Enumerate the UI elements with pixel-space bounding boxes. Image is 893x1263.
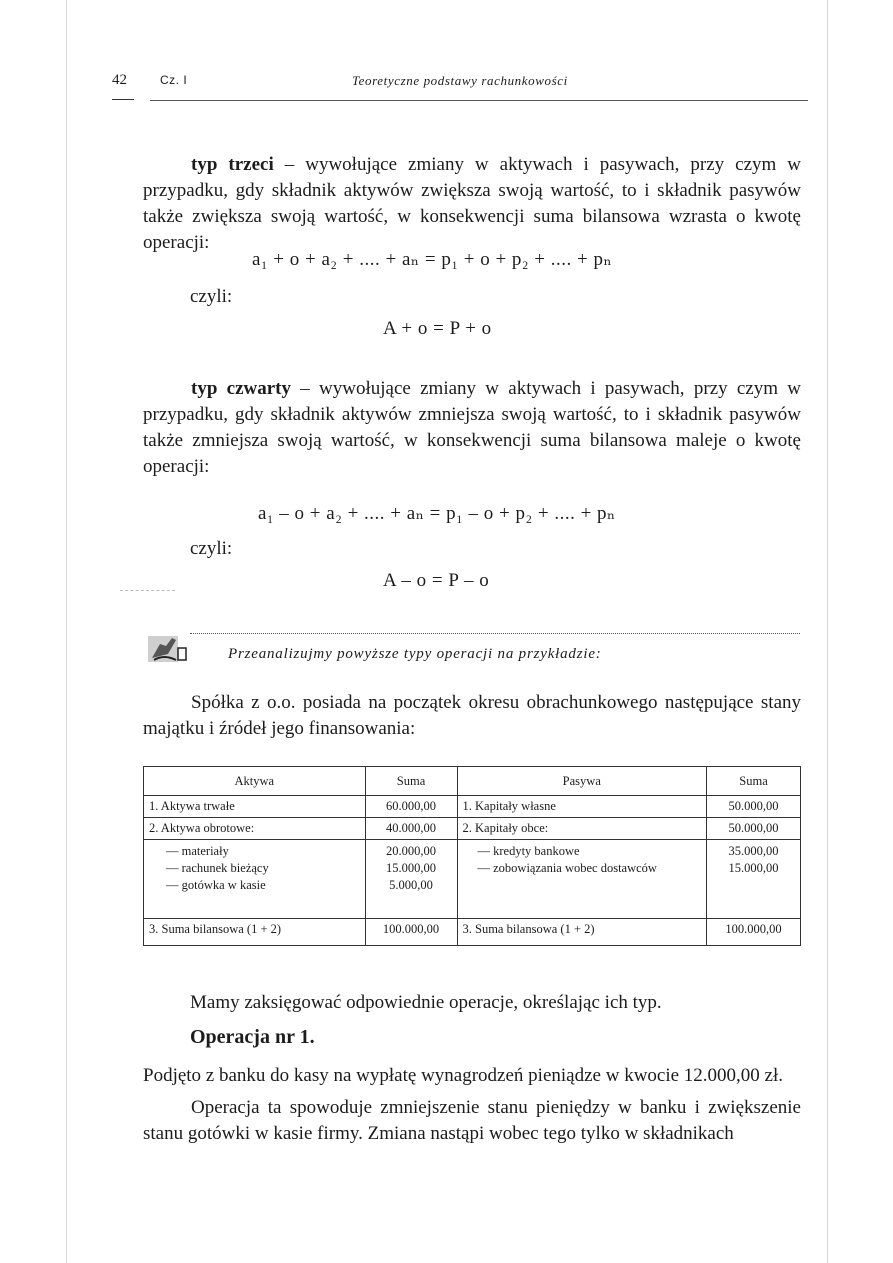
sub-item: — zobowiązania wobec dostawców [477,861,657,875]
table-cell: 40.000,00 [365,818,457,840]
sub-sum: 5.000,00 [389,878,433,892]
type4-formula-left: a₁ – o + a₂ + .... + aₙ [258,503,425,524]
type3-formula-right: p₁ + o + p₂ + .... + pₙ [441,249,613,270]
table-row [144,818,801,840]
type3-czyli: czyli: [190,286,233,307]
part-label: Cz. I [160,73,188,87]
balance-sheet-table [143,766,801,946]
writing-hand-icon [146,632,190,666]
sub-item: — kredyty bankowe [477,844,580,858]
sub-sum: 20.000,00 [386,844,437,858]
table-cell: 2. Kapitały obce: [457,818,707,840]
table-header-row [144,767,801,796]
operation-title: Operacja nr 1. [190,1026,315,1048]
table-cell: 3. Suma bilansowa (1 + 2) [144,919,366,946]
header-rule [150,100,808,101]
type4-short-formula: A – o = P – o [383,570,490,591]
type3-short-formula: A + o = P + o [383,318,492,339]
table-cell [707,840,801,919]
after-table-paragraph: Mamy zaksięgować odpowiednie operacje, określając ich typ. [190,992,662,1013]
table-cell: 3. Suma bilansowa (1 + 2) [457,919,707,946]
equals-sign: = [424,249,442,270]
type3-paragraph [143,152,801,256]
scan-mark [120,590,175,591]
header-cell: Suma [365,767,457,796]
sub-sum: 15.000,00 [728,861,779,875]
equals-sign: = [429,503,447,524]
sub-item: — rachunek bieżący [166,861,269,875]
table-cell: 1. Kapitały własne [457,796,707,818]
sub-sum: 15.000,00 [386,861,437,875]
page-number: 42 [112,72,127,88]
page-header [112,72,808,96]
type3-formula [252,248,612,271]
table-cell: 60.000,00 [365,796,457,818]
type4-paragraph [143,376,801,480]
intro-paragraph: Spółka z o.o. posiada na początek okresu obrachunkowego następujące stany majątku i źródeł jego finansowania: [143,692,801,739]
table-cell [144,840,366,919]
table-cell: 100.000,00 [707,919,801,946]
header-cell: Aktywa [144,767,366,796]
table-cell: 50.000,00 [707,818,801,840]
type4-formula [258,502,616,525]
table-row [144,796,801,818]
type4-heading: typ czwarty [191,378,292,399]
type3-heading: typ trzeci [191,154,274,175]
sub-item: — gotówka w kasie [166,878,266,892]
table-cell: 1. Aktywa trwałe [144,796,366,818]
table-row [144,840,801,919]
table-cell: 50.000,00 [707,796,801,818]
dotted-separator [190,633,800,634]
header-cell: Pasywa [457,767,707,796]
type4-text: – wywołujące zmiany w aktywach i pasywach, przy czym w przypadku, gdy składnik aktywów zmniejsza swoją wartość, to i składnik pasywów także zmniejsza swoją wartość, w konsekwencji suma bilansowa maleje o kwotę operacji: [143,378,801,477]
sub-item: — materiały [166,844,229,858]
type4-czyli: czyli: [190,538,233,559]
type3-text: – wywołujące zmiany w aktywach i pasywach, przy czym w przypadku, gdy składnik aktywów zwiększa swoją wartość, to i składnik pasywów także zwiększa swoją wartość, w konsekwencji suma bilansowa wzrasta o kwotę operacji: [143,154,801,253]
type4-formula-right: p₁ – o + p₂ + .... + pₙ [446,503,616,524]
header-rule-left [112,99,134,100]
table-cell: 2. Aktywa obrotowe: [144,818,366,840]
table-cell [457,840,707,919]
operation-text-1: Podjęto z banku do kasy na wypłatę wynagrodzeń pieniądze w kwocie 12.000,00 zł. [143,1065,784,1086]
note-text: Przeanalizujmy powyższe typy operacji na przykładzie: [228,646,602,662]
operation-text-2: Operacja ta spowoduje zmniejszenie stanu pieniędzy w banku i zwiększenie stanu gotówki w kasie firmy. Zmiana nastąpi wobec tego tylko w składnikach [143,1097,801,1144]
table-cell: 100.000,00 [365,919,457,946]
running-title: Teoretyczne podstawy rachunkowości [352,73,568,88]
table-row [144,919,801,946]
table-cell [365,840,457,919]
type3-formula-left: a₁ + o + a₂ + .... + aₙ [252,249,420,270]
header-cell: Suma [707,767,801,796]
sub-sum: 35.000,00 [728,844,779,858]
